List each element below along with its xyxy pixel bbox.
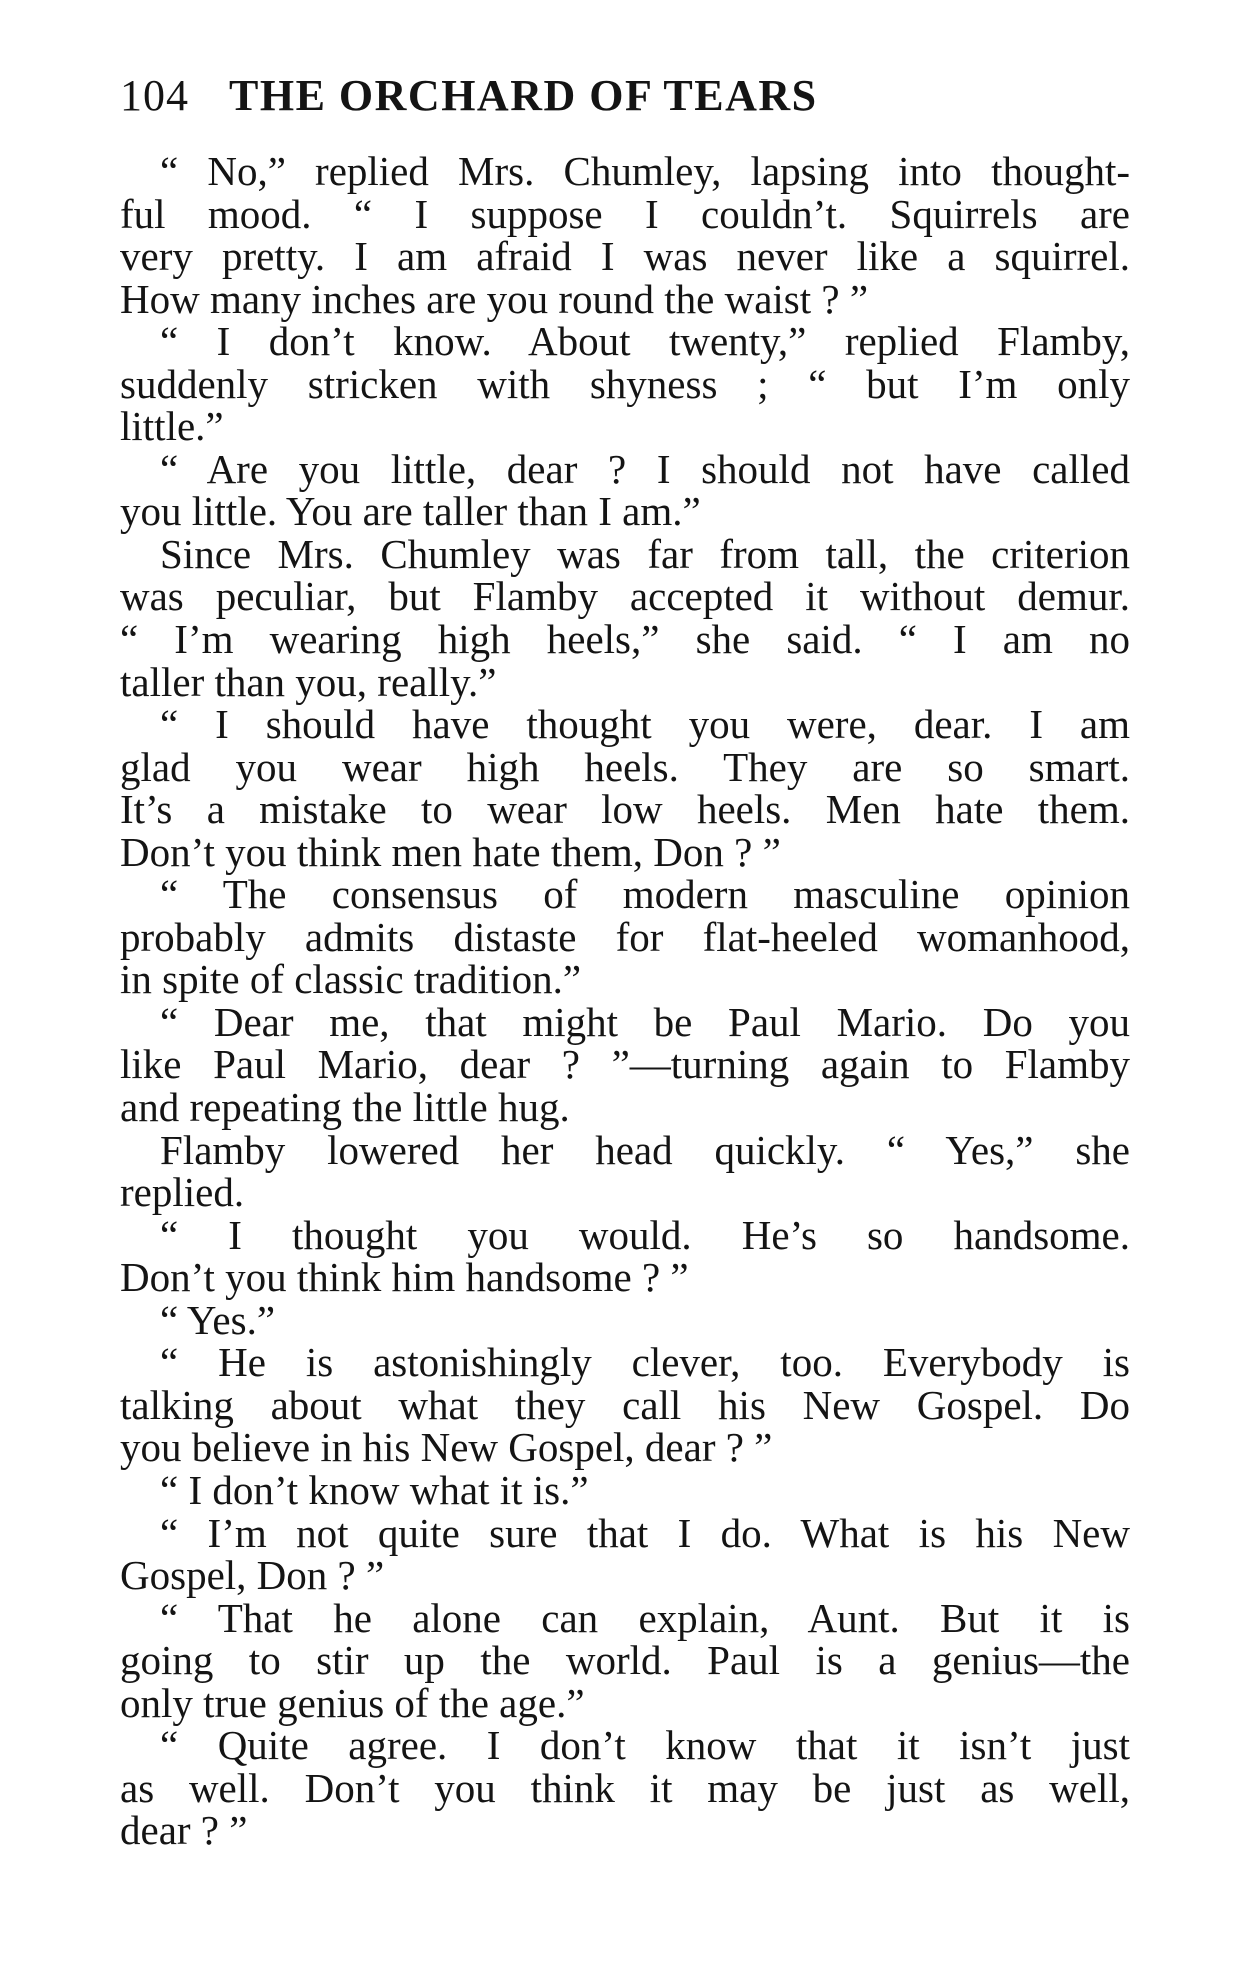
text-line: Don’t you think him handsome ? ” [120, 1254, 689, 1301]
text-line: “ Dear me, that might be Paul Mario. Do you [160, 998, 1130, 1045]
text-line: “ I’m not quite sure that I do. What is his New [160, 1509, 1130, 1556]
text-line: “ I’m wearing high heels,” she said. “ I am no [120, 616, 1130, 663]
text-line: “ The consensus of modern masculine opinion [160, 871, 1130, 918]
text-line: Flamby lowered her head quickly. “ Yes,” she [160, 1126, 1130, 1173]
text-line: “ No,” replied Mrs. Chumley, lapsing into thought- [160, 148, 1130, 194]
text-line: little.” [120, 403, 224, 450]
text-line: going to stir up the world. Paul is a genius—the [120, 1637, 1130, 1684]
text-line: and repeating the little hug. [120, 1084, 570, 1131]
text-line: Gospel, Don ? ” [120, 1552, 385, 1599]
text-line: “ I don’t know. About twenty,” replied Flamby, [160, 318, 1130, 365]
page-header [120, 70, 1020, 130]
text-line: in spite of classic tradition.” [120, 956, 582, 1003]
text-line: It’s a mistake to wear low heels. Men hate them. [120, 786, 1130, 833]
text-line: probably admits distaste for flat-heeled womanhood, [120, 913, 1130, 960]
text-line: dear ? ” [120, 1807, 248, 1854]
text-line: “ I should have thought you were, dear. I am [160, 701, 1130, 748]
text-line: “ Yes.” [160, 1296, 276, 1343]
text-line: taller than you, really.” [120, 658, 497, 705]
text-line: “ Quite agree. I don’t know that it isn’t just [160, 1722, 1130, 1769]
text-line: “ He is astonishingly clever, too. Everybody is [160, 1339, 1130, 1386]
text-line: “ That he alone can explain, Aunt. But it is [160, 1594, 1130, 1641]
body-text [120, 148, 1130, 1854]
text-line: like Paul Mario, dear ? ”—turning again to Flamby [120, 1041, 1130, 1088]
text-line: only true genius of the age.” [120, 1679, 585, 1726]
text-line: suddenly stricken with shyness ; “ but I’m only [120, 360, 1130, 407]
text-line: Since Mrs. Chumley was far from tall, the criterion [160, 530, 1130, 577]
text-line: as well. Don’t you think it may be just as well, [120, 1764, 1130, 1811]
text-line: was peculiar, but Flamby accepted it without demur. [120, 573, 1130, 620]
text-line: “ I thought you would. He’s so handsome. [160, 1211, 1130, 1258]
text-line: “ I don’t know what it is.” [160, 1466, 589, 1513]
text-line: you little. You are taller than I am.” [120, 488, 701, 535]
text-line: you believe in his New Gospel, dear ? ” [120, 1424, 773, 1471]
text-line: ful mood. “ I suppose I couldn’t. Squirrels are [120, 190, 1130, 237]
text-line: glad you wear high heels. They are so smart. [120, 743, 1130, 790]
page-number: 104 [120, 71, 189, 120]
text-line: very pretty. I am afraid I was never like a squirrel. [120, 233, 1130, 280]
text-line: Don’t you think men hate them, Don ? ” [120, 828, 781, 875]
text-line: How many inches are you round the waist ? ” [120, 275, 869, 322]
running-title: THE ORCHARD OF TEARS [229, 71, 818, 120]
text-line: replied. [120, 1169, 245, 1216]
text-line: talking about what they call his New Gospel. Do [120, 1381, 1130, 1428]
text-line: “ Are you little, dear ? I should not have called [160, 445, 1130, 492]
